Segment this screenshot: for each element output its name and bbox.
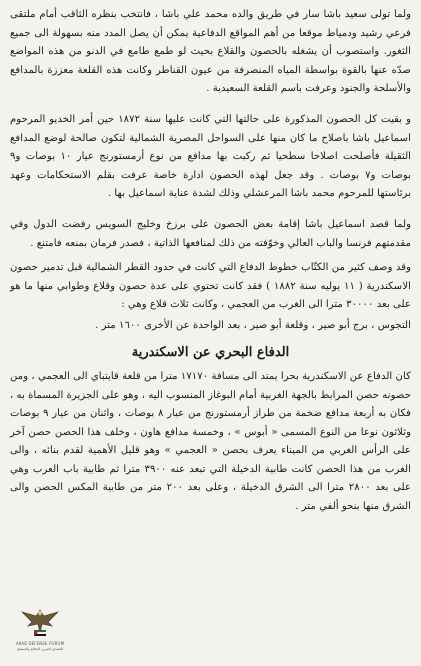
paragraph-defense-lines: وقد وصف كثير من الكتّاب خطوط الدفاع التي كانت في حدود القطر الشمالية قبل تدمير حصون الاسكندرية ( ١١ يوليه سنة ١٨٨٢ ) فقد كانت تحتوي على عدة حصون وقلاع وطوابي منها ما هو على بعد ٣٠٠٠٠ مترا الى الغرب من العجمي ، وكانت ثلاث قلاع وهي : — [10, 262, 411, 311]
forts-list-line: التجوس ، برج أبو صير ، وقلعة أبو صير ، بعد الواحدة عن الأخرى ١٦٠٠ متر . — [95, 319, 411, 331]
section-heading: الدفاع البحري عن الاسكندرية — [131, 344, 290, 360]
eagle-emblem-icon — [18, 604, 62, 640]
paragraph-naval-defense: كان الدفاع عن الاسكندرية بحرا يمتد الى مسافة ١٧١٧٠ مترا من قلعة قايتباي الى العجمي ، ومن حصونه حصن المرابط بالجهة الغربية أمام البوغاز المنسوب اليه ، وهو على الجزيرة المسماة به ، فكان به أربعة مدافع ضخمة من طراز أرمستورنج من عيار ٨ بوصات ، واثنان من عيار ٩ بوصات وثلاثون نوعا من النوع المسمى « أبوس » ، وخمسة مدافع هاون ، وخلف هذا الحصن حصن آخر على الرأس الغربي من الميناء يعرف بحصن « العجمي » وهو قليل الأهمية لقدم بنائه ، والى الغرب من هذا الحصن كانت طابية الدخيلة التي تبعد عنه ٣٩٠٠ مترا ثم طابية باب العرب وهي على بعد ٢٨٠٠ مترا الى الشرق الدخيلة ، وعلى بعد ٢٠٠ متر من طابية المكس الحصن والى الشرق منها بنحو ألفي متر . — [10, 370, 411, 513]
watermark-caption: ARAB DEFENSE FORUM — [15, 641, 65, 646]
watermark-caption-arabic: المنتدى العربي للدفاع والتسليح — [16, 647, 64, 651]
paragraph-ismail-fortifications: و بقيت كل الحصون المذكورة على حالتها التي كانت عليها سنة ١٨٧٢ حين أمر الخديو المرحوم اسماعيل باشا باصلاح ما كان منها على السواحل المصرية الشمالية لتكون صالحة لوضع المدافع الثقيلة فأصلحت اصلاحا سطحيا ثم ركبت بها مدافع من نوع أرمستورنج عيار ١٠ بوصات و٩ بوصات و٧ بوصات . وقد جعل لهذه الحصون ادارة خاصة عرفت بقلم الاستحكامات وعهد برئاستها للمرحوم محمد باشا المرعشلي وذلك لشدة عناية اسماعيل بها . — [10, 113, 412, 200]
forum-watermark-logo — [6, 604, 74, 662]
paragraph-suez-forts: ولما قصد اسماعيل باشا إقامة بعض الحصون على برزخ وخليج السويس رفضت الدول وفي مقدمتهم فرنسا والباب العالي وخوّفته من ذلك لمنافعها الذاتية ، فصدر فرمان بمنعه فامتنع . — [10, 218, 411, 249]
paragraph-said-pasha: ولما تولى سعيد باشا سار في طريق والده محمد علي باشا ، فانتخب بنظره الثاقب أمام ملتقى فرعي رشيد ودمياط موقعا من أهم المواقع الدفاعية يمكن أن يصل المدد منه بسهولة الى جميع الثغور. واستصوب أن يشغله بالحصون والقلاع بحيث لو طمع طامع في الدنو من هذه المواضع صدّه عنها بالقوة بواسطة المياه المنصرفة من عيون القناطر وكانت هذه القلعة معززة بالمدافع والأسلحة والجنود وعرفت باسم القلعة السعيدية . — [10, 9, 411, 95]
